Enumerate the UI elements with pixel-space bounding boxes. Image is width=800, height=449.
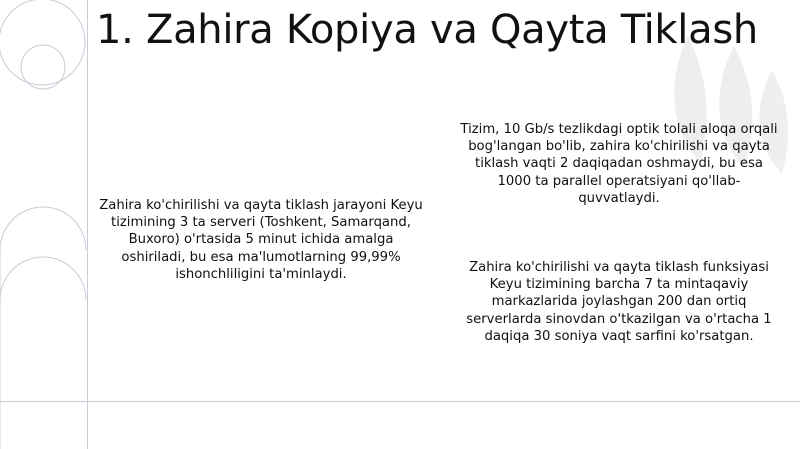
right-top-paragraph: Tizim, 10 Gb/s tezlikdagi optik tolali aloqa orqali bog'langan bo'lib, zahira ko'chirilishi va qayta tiklash vaqti 2 daqiqadan oshmaydi, bu esa 1000 ta parallel operatsiyani qo'llab-quvvatlaydi.: [460, 122, 778, 206]
slide-title: 1. Zahira Kopiya va Qayta Tiklash: [96, 7, 758, 53]
middle-arch-decoration: [0, 207, 86, 250]
right-bottom-paragraph: Zahira ko'chirilishi va qayta tiklash funksiyasi Keyu tizimining barcha 7 ta mintaqaviy markazlarida joylashgan 200 dan ortiq serverlarda sinovdan o'tkazilgan va o'rtacha 1 daqiqa 30 soniya vaqt sarfini ko'rsatgan.: [466, 260, 772, 344]
top-large-circle-decoration: [0, 0, 85, 85]
left-paragraph: Zahira ko'chirilishi va qayta tiklash jarayoni Keyu tizimining 3 ta serveri (Toshkent, Samarqand, Buxoro) o'rtasida 5 minut ichida amalga oshiriladi, bu esa ma'lumotlarning 99,99% ishonchliligini ta'minlaydi.: [99, 198, 423, 282]
lower-arch-decoration: [0, 257, 86, 300]
top-small-circle-decoration: [21, 45, 65, 89]
